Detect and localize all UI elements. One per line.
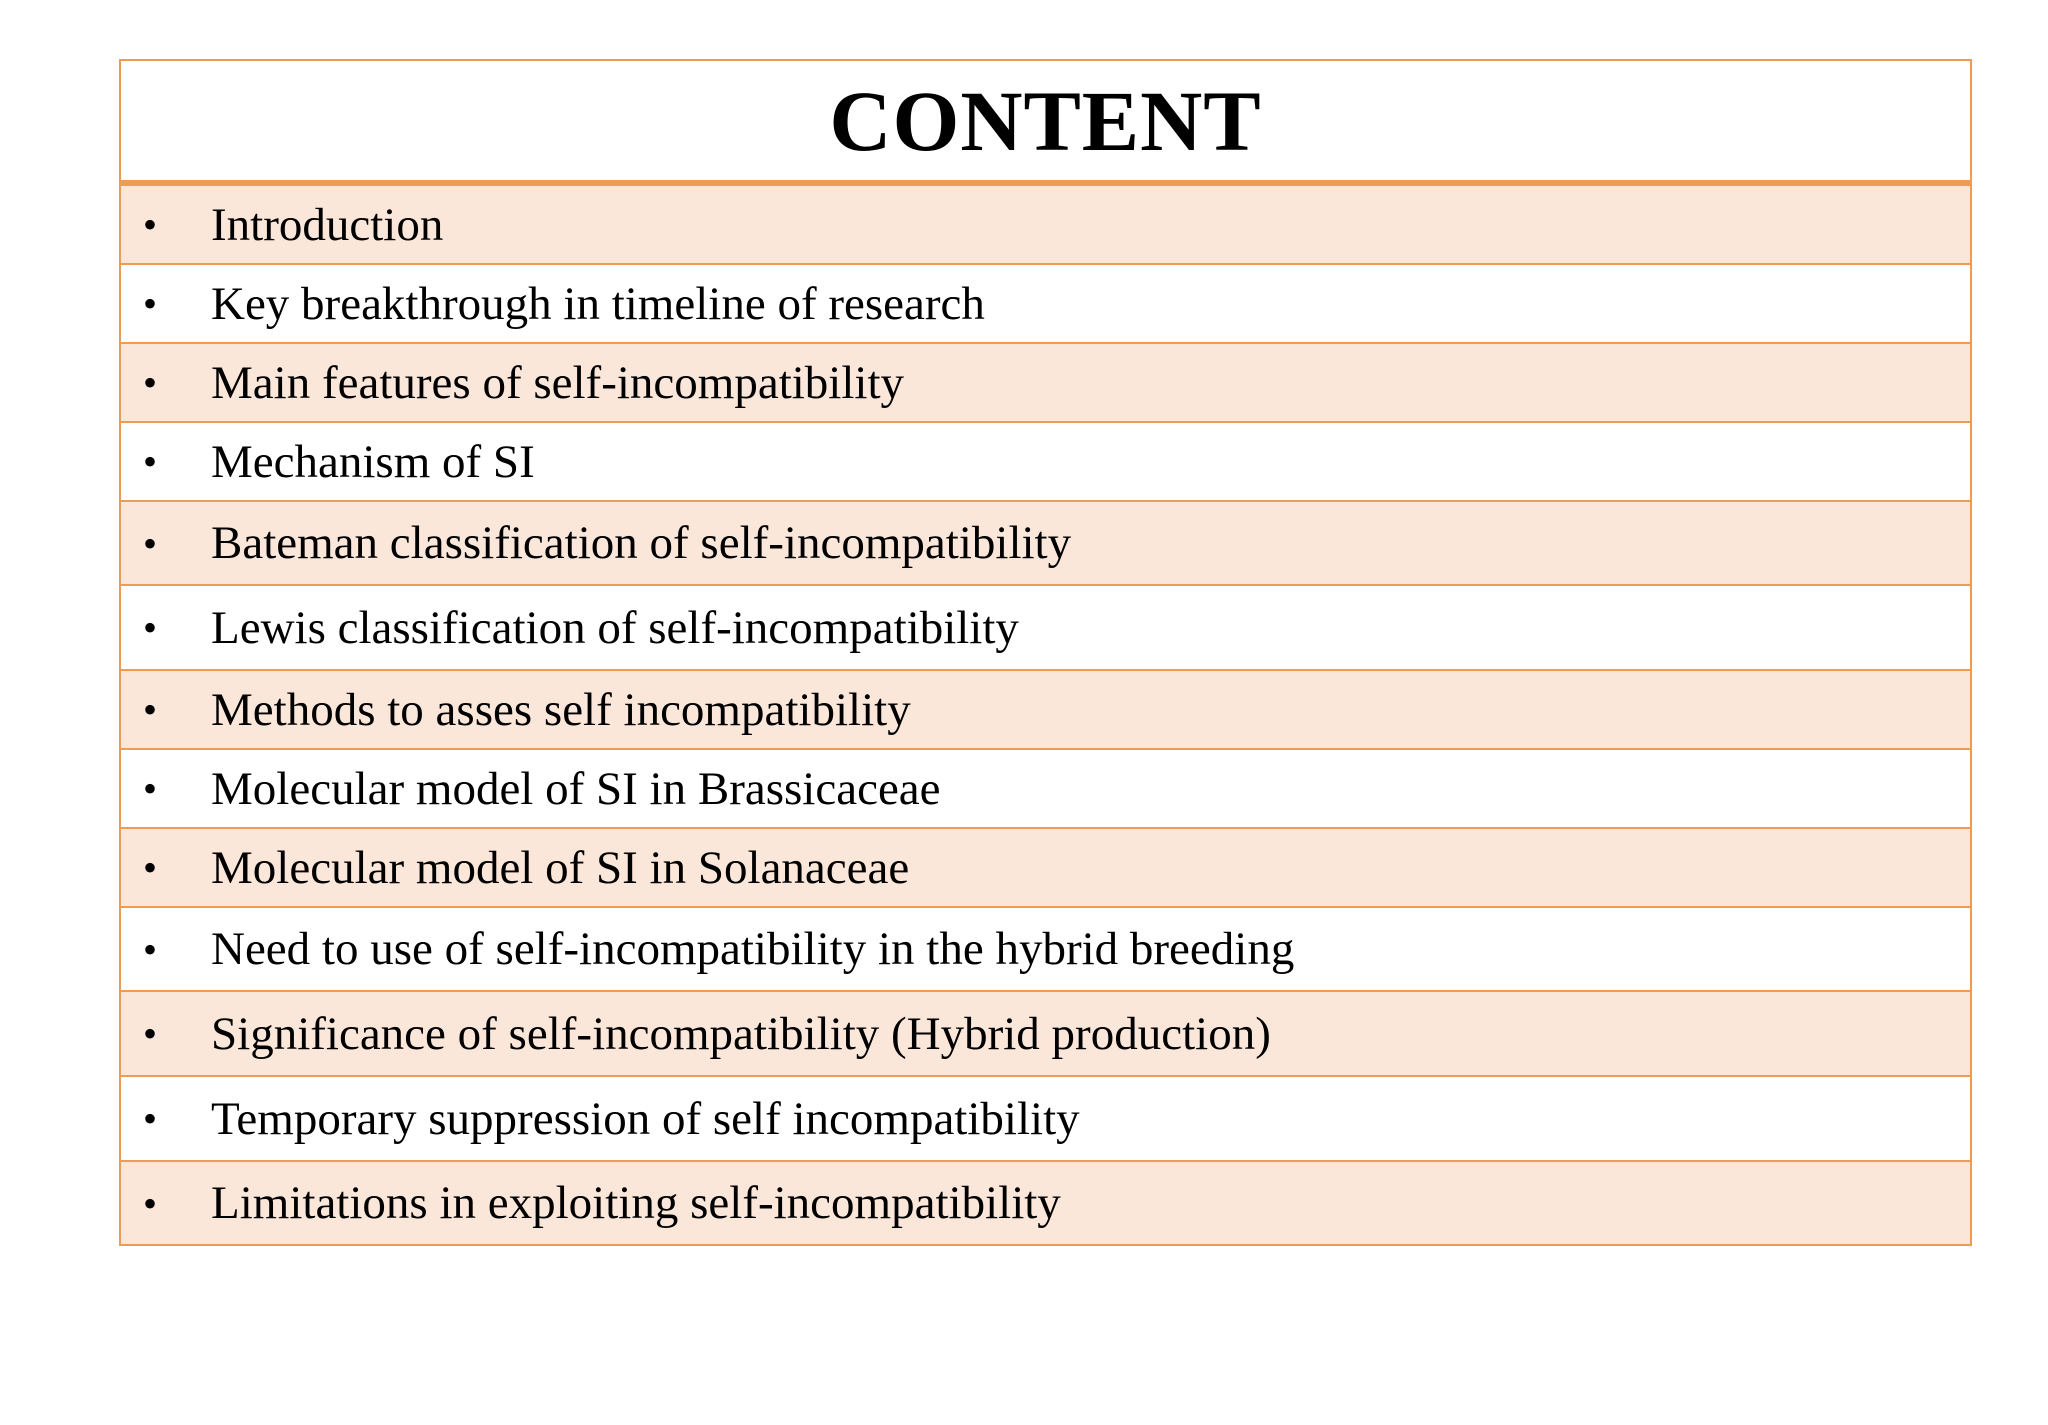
list-item-label: Significance of self-incompatibility (Hybrid production) — [211, 1007, 1271, 1060]
list-item — [121, 669, 1970, 748]
bullet-icon: • — [143, 1011, 158, 1056]
bullet-icon: • — [143, 926, 158, 972]
list-item — [121, 827, 1970, 906]
bullet-icon: • — [143, 845, 158, 890]
list-item-label: Need to use of self-incompatibility in the hybrid breeding — [211, 923, 1295, 975]
bullet-icon: • — [143, 766, 158, 811]
list-item — [121, 342, 1970, 421]
bullet-icon: • — [143, 281, 158, 326]
list-item — [121, 1075, 1970, 1160]
list-item — [121, 990, 1970, 1075]
bullet-icon: • — [143, 202, 158, 247]
list-item-label: Molecular model of SI in Solanaceae — [211, 841, 910, 894]
bullet-icon: • — [143, 687, 158, 732]
bullet-icon: • — [143, 605, 158, 650]
list-item — [121, 748, 1970, 827]
bullet-icon: • — [143, 1180, 158, 1226]
list-item-label: Introduction — [211, 198, 444, 251]
list-item-label: Lewis classification of self-incompatibility — [211, 601, 1019, 654]
list-item-label: Main features of self-incompatibility — [211, 356, 905, 409]
page-title: CONTENT — [829, 72, 1262, 169]
list-item — [121, 263, 1970, 342]
list-item — [121, 584, 1970, 669]
list-item-label: Bateman classification of self-incompatibility — [211, 517, 1072, 569]
content-table — [119, 59, 1972, 1246]
bullet-icon: • — [143, 1096, 158, 1141]
list-item-label: Molecular model of SI in Brassicaceae — [211, 762, 941, 815]
bullet-icon: • — [143, 360, 158, 405]
list-item — [121, 906, 1970, 990]
list-item-label: Temporary suppression of self incompatibility — [211, 1092, 1080, 1145]
list-item — [121, 500, 1970, 584]
bullet-icon: • — [143, 520, 158, 566]
title-row — [121, 61, 1970, 184]
list-item-label: Limitations in exploiting self-incompatibility — [211, 1177, 1061, 1229]
list-item-label: Mechanism of SI — [211, 435, 535, 488]
list-item — [121, 184, 1970, 263]
bullet-icon: • — [143, 439, 158, 484]
list-item-label: Key breakthrough in timeline of research — [211, 277, 985, 330]
list-item — [121, 1160, 1970, 1244]
list-item — [121, 421, 1970, 500]
list-item-label: Methods to asses self incompatibility — [211, 683, 911, 736]
